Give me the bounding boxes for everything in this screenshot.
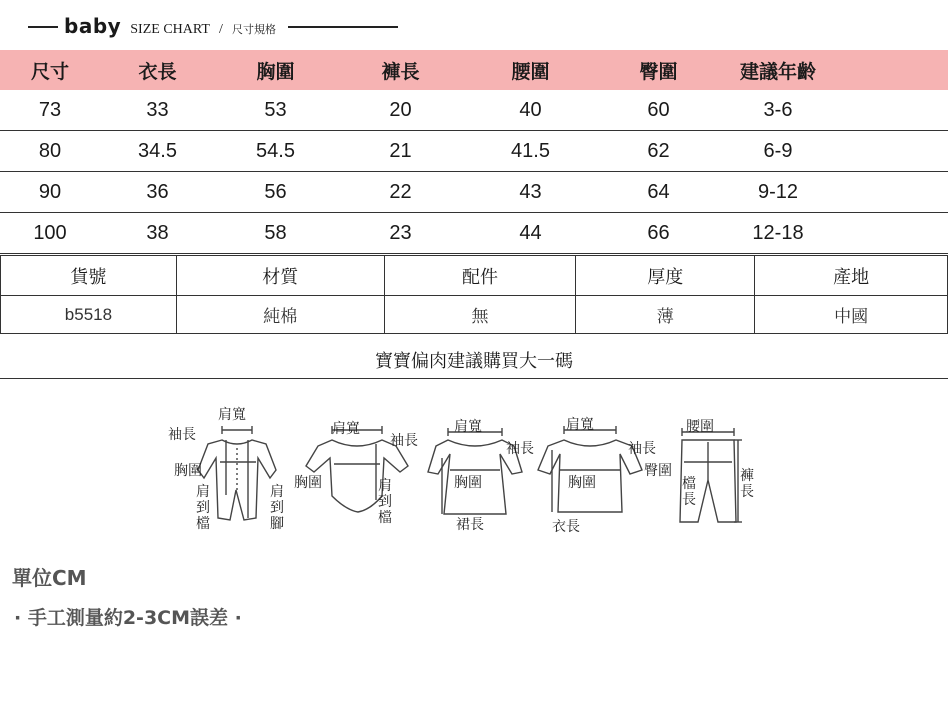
cell-waist: 43 — [519, 180, 542, 203]
size-table — [0, 50, 948, 254]
cell-size: 90 — [38, 180, 62, 203]
info-thickness: 薄 — [576, 296, 755, 334]
title-size-chart: SIZE CHART — [130, 22, 210, 37]
cell-age: 12-18 — [752, 221, 804, 244]
cell-age: 6-9 — [763, 139, 793, 162]
info-header-accessories: 配件 — [384, 256, 576, 296]
cell-length: 38 — [146, 221, 169, 244]
cell-waist: 40 — [519, 98, 542, 121]
header-hip: 臀圍 — [639, 60, 678, 83]
title-rule-left — [28, 26, 58, 28]
size-advice-note: 寶寶偏肉建議購買大一碼 — [0, 342, 948, 379]
info-header-item-no: 貨號 — [1, 256, 177, 296]
dress-chest-label: 胸圍 — [454, 475, 482, 491]
info-accessories: 無 — [384, 296, 576, 334]
table-row — [0, 90, 948, 131]
info-header-material: 材質 — [176, 256, 384, 296]
top-outline — [538, 426, 642, 512]
chart-title — [28, 14, 408, 38]
romper-shoulder-crotch-label: 肩到檔 — [196, 484, 210, 533]
table-row — [0, 131, 948, 172]
cell-chest: 53 — [264, 98, 287, 121]
cell-size: 100 — [33, 221, 67, 244]
cell-length: 36 — [146, 180, 169, 203]
cell-pants-length: 20 — [389, 98, 412, 121]
cell-pants-length: 21 — [389, 139, 412, 162]
cell-chest: 56 — [264, 180, 287, 203]
table-row — [0, 172, 948, 213]
dress-shoulder-label: 肩寬 — [454, 419, 482, 435]
unit-label: 單位CM — [12, 566, 87, 590]
bodysuit-shoulder-crotch-label: 肩到檔 — [378, 478, 392, 527]
bodysuit-sleeve-label: 袖長 — [390, 433, 418, 449]
bodysuit-chest-label: 胸圍 — [294, 475, 322, 491]
size-table-header — [0, 50, 948, 90]
table-row — [0, 213, 948, 254]
cell-size: 73 — [38, 98, 62, 121]
header-chest: 胸圍 — [256, 60, 295, 83]
info-material: 純棉 — [176, 296, 384, 334]
romper-chest-label: 胸圍 — [174, 463, 202, 479]
top-length-label: 衣長 — [552, 519, 580, 535]
cell-waist: 44 — [519, 221, 542, 244]
title-baby: baby — [64, 14, 122, 38]
info-header-thickness: 厚度 — [576, 256, 755, 296]
cell-length: 33 — [146, 98, 169, 121]
dress-skirt-label: 裙長 — [456, 517, 484, 533]
info-header-row — [1, 256, 948, 296]
title-slash: / — [219, 22, 223, 37]
cell-waist: 41.5 — [511, 139, 550, 162]
cell-hip: 64 — [647, 180, 670, 203]
romper-shoulder-foot-label: 肩到腳 — [270, 484, 284, 533]
cell-pants-length: 22 — [389, 180, 412, 203]
dress-sleeve-label: 袖長 — [506, 441, 534, 457]
cell-length: 34.5 — [138, 139, 177, 162]
cell-pants-length: 23 — [389, 221, 412, 244]
header-age: 建議年齡 — [739, 60, 816, 83]
cell-size: 80 — [38, 139, 62, 162]
bodysuit-shoulder-label: 肩寬 — [332, 421, 360, 437]
header-size: 尺寸 — [30, 60, 69, 83]
header-pants-length: 褲長 — [381, 60, 420, 83]
cell-age: 9-12 — [757, 180, 799, 203]
cell-hip: 66 — [647, 221, 670, 244]
title-rule-right — [288, 26, 398, 28]
top-shoulder-label: 肩寬 — [566, 417, 594, 433]
pants-hip-label: 臀圍 — [644, 463, 672, 479]
cell-chest: 58 — [264, 221, 287, 244]
top-chest-label: 胸圍 — [568, 475, 596, 491]
cell-hip: 62 — [647, 139, 670, 162]
product-info-table — [0, 255, 948, 334]
cell-chest: 54.5 — [256, 139, 295, 162]
cell-age: 3-6 — [763, 98, 793, 121]
info-origin: 中國 — [755, 296, 948, 334]
title-text — [64, 14, 276, 38]
pants-crotch-label: 檔長 — [682, 476, 696, 509]
pants-waist-label: 腰圍 — [686, 419, 714, 435]
info-value-row — [1, 296, 948, 334]
top-sleeve-label: 袖長 — [628, 441, 656, 457]
romper-shoulder-label: 肩寬 — [218, 407, 246, 423]
info-item-no: b5518 — [1, 296, 177, 334]
measurement-diagram — [160, 400, 780, 550]
header-length: 衣長 — [138, 60, 177, 83]
header-waist: 腰圍 — [511, 60, 550, 83]
cell-hip: 60 — [647, 98, 670, 121]
info-header-origin: 產地 — [755, 256, 948, 296]
pants-length-label: 褲長 — [740, 468, 754, 501]
tolerance-note: · 手工測量約2-3CM誤差 · — [14, 607, 242, 629]
title-cn: 尺寸規格 — [232, 23, 277, 36]
romper-sleeve-label: 袖長 — [168, 427, 196, 443]
